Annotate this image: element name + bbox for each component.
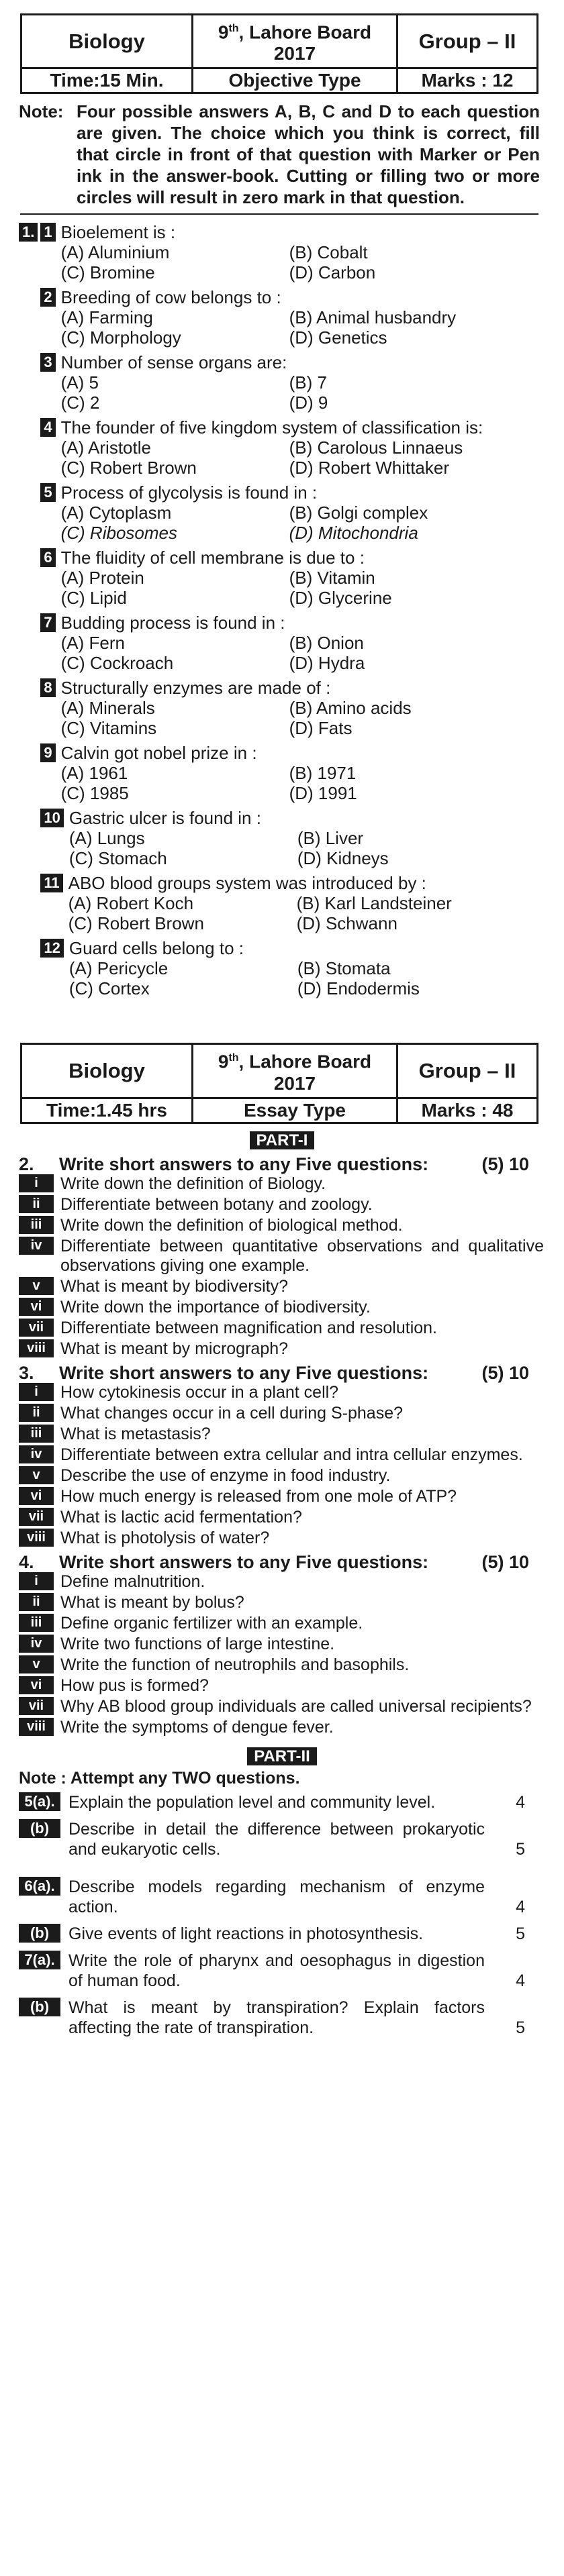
mcq-option-c: (C) 2 — [60, 393, 100, 413]
subject-cell: Biology — [21, 15, 193, 68]
mcq-option-b: (B) Amino acids — [289, 698, 412, 719]
short-question-heading — [19, 1154, 545, 1174]
short-question-item — [19, 1404, 545, 1423]
item-numeral: i — [19, 1383, 54, 1401]
mcq-option-d: (D) Glycerine — [289, 588, 392, 609]
item-text: What changes occur in a cell during S-phase? — [60, 1403, 404, 1423]
mcq-number: 2 — [40, 288, 55, 307]
mcq-option-c: (C) Cockroach — [60, 653, 174, 674]
time-cell: Time:1.45 hrs — [21, 1098, 193, 1123]
short-question-item — [19, 1298, 545, 1317]
mcq-section — [19, 223, 543, 1004]
short-question-item — [19, 1216, 545, 1235]
mcq-option-a: (A) Minerals — [60, 698, 155, 719]
mcq-option-c: (C) 1985 — [60, 783, 129, 804]
long-question-number: 5(a). — [19, 1792, 60, 1811]
mcq-number: 9 — [40, 743, 55, 762]
mcq-number: 1 — [40, 223, 55, 242]
time-cell: Time:15 Min. — [21, 68, 193, 93]
short-question-item — [19, 1339, 545, 1359]
item-numeral: iv — [19, 1445, 54, 1463]
short-question-item — [19, 1508, 545, 1527]
board-cell — [193, 1044, 397, 1098]
mcq-option-c: (C) Lipid — [60, 588, 127, 609]
long-question-marks: 4 — [516, 1792, 525, 1812]
mcq-question: Bioelement is : — [60, 222, 176, 243]
note-text: Four possible answers A, B, C and D to each question are given. The choice which you think is correct, fill that circle in front of that question with Marker or Pen ink in the answer-book. Cutting or filling two or more circles will result in zero mark in that question. — [77, 101, 540, 208]
group-cell: Group – II — [397, 1044, 538, 1098]
objective-note — [19, 101, 545, 208]
long-question — [19, 1877, 545, 1917]
item-numeral: i — [19, 1174, 54, 1192]
long-question — [19, 1792, 545, 1812]
mcq-body — [61, 548, 524, 608]
long-question-number: (b) — [19, 1819, 60, 1838]
mcq-option-a: (A) Aristotle — [60, 437, 151, 458]
short-question-item — [19, 1572, 545, 1592]
mcq-question: Process of glycolysis is found in : — [60, 482, 318, 503]
item-numeral: vi — [19, 1487, 54, 1505]
mcq-options — [61, 437, 524, 478]
mcq-options — [61, 763, 524, 803]
mcq-options — [61, 242, 524, 282]
item-text: Define organic fertilizer with an example. — [60, 1613, 363, 1633]
item-text: Write down the definition of biological method. — [60, 1215, 403, 1235]
item-numeral: vii — [19, 1319, 54, 1337]
mcq-number: 11 — [40, 874, 62, 892]
short-question-instruction: Write short answers to any Five questions: — [59, 1551, 429, 1572]
board-name: , Lahore Board — [238, 1051, 372, 1072]
mcq-option-d: (D) 9 — [289, 393, 328, 413]
type-cell: Objective Type — [193, 68, 397, 93]
short-question-item — [19, 1718, 545, 1737]
item-text: What is meant by biodiversity? — [60, 1276, 289, 1296]
long-question-number: 7(a). — [19, 1951, 60, 1969]
mcq-option-b: (B) Animal husbandry — [289, 307, 457, 328]
mcq-option-c: (C) Stomach — [68, 848, 167, 869]
board-cell — [193, 15, 397, 68]
mcq-item — [40, 613, 530, 673]
mcq-option-b: (B) Onion — [289, 633, 364, 654]
board-year: 2017 — [273, 43, 316, 64]
mcq-option-d: (D) Fats — [289, 718, 352, 739]
mcq-item — [40, 743, 530, 803]
board-year: 2017 — [273, 1072, 316, 1094]
mcq-body — [61, 743, 524, 803]
short-question-item — [19, 1529, 545, 1548]
long-question-marks: 4 — [516, 1897, 525, 1916]
long-question — [19, 1924, 545, 1944]
long-question-number: (b) — [19, 1924, 60, 1943]
mcq-question: Guard cells belong to : — [68, 938, 244, 959]
long-question-text: Describe in detail the difference between prokaryotic and eukaryotic cells. — [68, 1819, 485, 1859]
mcq-item — [40, 678, 530, 738]
mcq-option-d: (D) Mitochondria — [289, 523, 418, 544]
item-text: Write the function of neutrophils and basophils. — [60, 1655, 410, 1674]
mcq-item — [40, 483, 530, 543]
short-question-heading — [19, 1552, 545, 1572]
mcq-options — [69, 958, 531, 998]
divider — [20, 213, 538, 215]
item-numeral: vi — [19, 1298, 54, 1316]
part1-label: PART-I — [250, 1131, 315, 1149]
item-text: What is meant by micrograph? — [60, 1339, 289, 1358]
short-question-item — [19, 1487, 545, 1506]
long-question-marks: 5 — [516, 2018, 525, 2037]
mcq-option-c: (C) Cortex — [68, 978, 150, 999]
short-question-item — [19, 1445, 545, 1465]
item-text: Why AB blood group individuals are called universal recipients? — [60, 1696, 532, 1716]
board-grade-suffix: th — [228, 23, 239, 34]
item-text: Write two functions of large intestine. — [60, 1634, 335, 1653]
item-numeral: vii — [19, 1508, 54, 1526]
mcq-number: 3 — [40, 353, 55, 372]
item-numeral: ii — [19, 1593, 54, 1611]
item-numeral: iii — [19, 1614, 54, 1632]
short-question-item — [19, 1593, 545, 1612]
mcq-options — [69, 828, 531, 868]
mcq-option-d: (D) Endodermis — [297, 978, 420, 999]
short-question-item — [19, 1425, 545, 1444]
item-numeral: iii — [19, 1216, 54, 1234]
item-numeral: i — [19, 1572, 54, 1590]
item-text: How much energy is released from one mole of ATP? — [60, 1486, 457, 1506]
item-text: Differentiate between quantitative observations and qualitative observations giving one example. — [60, 1236, 544, 1275]
short-question-marks: (5) 10 — [481, 1551, 529, 1572]
short-question-item — [19, 1277, 545, 1296]
long-question — [19, 1819, 545, 1859]
item-text: Differentiate between botany and zoology. — [60, 1194, 373, 1214]
short-question-marks: (5) 10 — [481, 1153, 529, 1174]
mcq-item — [40, 223, 530, 282]
mcq-item — [40, 809, 530, 868]
item-text: Write down the definition of Biology. — [60, 1174, 326, 1193]
item-text: What is metastasis? — [60, 1424, 211, 1443]
board-grade: 9 — [218, 21, 229, 43]
mcq-option-b: (B) Vitamin — [289, 568, 375, 588]
part2-label: PART-II — [247, 1747, 317, 1765]
group-cell: Group – II — [397, 15, 538, 68]
short-questions — [19, 1154, 545, 1737]
item-numeral: iv — [19, 1237, 54, 1255]
mcq-option-c: (C) Ribosomes — [60, 523, 177, 544]
short-question-item — [19, 1383, 545, 1402]
mcq-option-c: (C) Morphology — [60, 327, 181, 348]
mcq-options — [61, 307, 524, 348]
short-question-instruction: Write short answers to any Five questions: — [59, 1153, 429, 1174]
board-grade: 9 — [218, 1051, 229, 1072]
marks-cell: Marks : 12 — [397, 68, 538, 93]
mcq-option-b: (B) 7 — [289, 372, 327, 393]
item-numeral: viii — [19, 1718, 54, 1736]
long-question-text: Give events of light reactions in photosynthesis. — [68, 1924, 424, 1943]
long-question-marks: 4 — [516, 1971, 525, 1990]
mcq-body — [69, 939, 531, 998]
mcq-option-a: (A) Lungs — [68, 828, 145, 849]
item-numeral: viii — [19, 1529, 54, 1547]
mcq-option-b: (B) Cobalt — [289, 242, 368, 263]
item-numeral: ii — [19, 1404, 54, 1422]
long-question-marks: 5 — [516, 1924, 525, 1943]
item-numeral: viii — [19, 1339, 54, 1357]
mcq-options — [61, 698, 524, 738]
mcq-option-d: (D) Carbon — [289, 262, 376, 283]
objective-header-table — [20, 13, 538, 94]
item-numeral: iii — [19, 1425, 54, 1443]
short-question-item — [19, 1237, 545, 1276]
mcq-question: Number of sense organs are: — [60, 352, 287, 373]
mcq-question: The fluidity of cell membrane is due to : — [60, 548, 365, 568]
short-question-item — [19, 1319, 545, 1338]
mcq-list — [40, 223, 530, 1004]
mcq-body — [61, 223, 524, 282]
note-label: Note: — [19, 101, 64, 122]
mcq-option-b: (B) Liver — [297, 828, 364, 849]
item-numeral: v — [19, 1655, 54, 1673]
mcq-question: Budding process is found in : — [60, 613, 285, 633]
marks-cell: Marks : 48 — [397, 1098, 538, 1123]
mcq-body — [61, 483, 524, 543]
short-question-item — [19, 1195, 545, 1215]
mcq-question: Gastric ulcer is found in : — [68, 808, 261, 829]
mcq-number: 10 — [40, 809, 63, 827]
mcq-option-a: (A) 5 — [60, 372, 99, 393]
mcq-number: 5 — [40, 483, 55, 502]
essay-header-table — [20, 1043, 538, 1123]
short-question-number: 4. — [19, 1551, 34, 1572]
long-question-number: 6(a). — [19, 1877, 60, 1896]
short-question-item — [19, 1655, 545, 1675]
mcq-option-a: (A) Protein — [60, 568, 144, 588]
item-text: What is meant by bolus? — [60, 1592, 244, 1612]
short-question-item — [19, 1697, 545, 1716]
mcq-options — [68, 893, 531, 933]
short-question-heading — [19, 1363, 545, 1383]
item-numeral: iv — [19, 1635, 54, 1653]
mcq-body — [61, 418, 524, 478]
mcq-options — [61, 633, 524, 673]
part1-title — [19, 1129, 545, 1150]
mcq-body — [68, 874, 531, 933]
mcq-body — [61, 613, 524, 673]
item-numeral: ii — [19, 1195, 54, 1213]
mcq-question: ABO blood groups system was introduced by : — [68, 873, 426, 894]
mcq-body — [61, 353, 524, 413]
long-question — [19, 1951, 545, 1991]
item-text: Define malnutrition. — [60, 1572, 205, 1591]
long-questions — [19, 1792, 545, 2038]
short-question-number: 2. — [19, 1153, 34, 1174]
mcq-item — [40, 548, 530, 608]
item-numeral: vi — [19, 1676, 54, 1694]
short-question-item — [19, 1614, 545, 1633]
mcq-body — [61, 678, 524, 738]
mcq-options — [61, 568, 524, 608]
short-question-marks: (5) 10 — [481, 1362, 529, 1383]
item-text: Describe the use of enzyme in food industry. — [60, 1465, 391, 1485]
mcq-option-a: (A) Pericycle — [68, 958, 169, 979]
mcq-option-a: (A) Fern — [60, 633, 125, 654]
mcq-option-a: (A) Robert Koch — [68, 893, 194, 914]
long-question-text: Explain the population level and community level. — [68, 1792, 436, 1812]
item-text: What is lactic acid fermentation? — [60, 1507, 302, 1527]
mcq-options — [61, 503, 524, 543]
board-grade-suffix: th — [228, 1052, 239, 1064]
item-text: Write the symptoms of dengue fever. — [60, 1717, 334, 1737]
part2-title — [19, 1745, 545, 1766]
mcq-number: 6 — [40, 548, 55, 567]
mcq-option-c: (C) Vitamins — [60, 718, 157, 739]
item-text: Differentiate between magnification and resolution. — [60, 1318, 437, 1337]
long-question-text: What is meant by transpiration? Explain factors affecting the rate of transpiration. — [68, 1998, 485, 2037]
mcq-option-a: (A) 1961 — [60, 763, 128, 784]
mcq-option-d: (D) Schwann — [296, 913, 397, 934]
long-question-marks: 5 — [516, 1839, 525, 1859]
mcq-number: 7 — [40, 613, 55, 632]
mcq-option-b: (B) Carolous Linnaeus — [289, 437, 463, 458]
subject-cell: Biology — [21, 1044, 193, 1098]
mcq-option-a: (A) Aluminium — [60, 242, 170, 263]
mcq-item — [40, 874, 530, 933]
item-numeral: v — [19, 1277, 54, 1295]
mcq-option-d: (D) Kidneys — [297, 848, 389, 869]
item-text: Differentiate between extra cellular and intra cellular enzymes. — [60, 1445, 523, 1464]
mcq-option-b: (B) 1971 — [289, 763, 357, 784]
mcq-item — [40, 353, 530, 413]
mcq-option-d: (D) Genetics — [289, 327, 387, 348]
item-text: Write down the importance of biodiversity. — [60, 1297, 371, 1317]
mcq-option-b: (B) Stomata — [297, 958, 391, 979]
mcq-body — [69, 809, 531, 868]
long-question-text: Write the role of pharynx and oesophagus in digestion of human food. — [68, 1951, 485, 1990]
long-question-text: Describe models regarding mechanism of enzyme action. — [68, 1877, 485, 1916]
mcq-question: Structurally enzymes are made of : — [60, 678, 331, 699]
mcq-number: 12 — [40, 939, 63, 958]
short-question-item — [19, 1466, 545, 1486]
board-name: , Lahore Board — [238, 21, 372, 43]
mcq-option-a: (A) Farming — [60, 307, 153, 328]
mcq-option-d: (D) Hydra — [289, 653, 365, 674]
mcq-item — [40, 418, 530, 478]
mcq-option-a: (A) Cytoplasm — [60, 503, 172, 523]
mcq-option-d: (D) 1991 — [289, 783, 357, 804]
main-question-number: 1. — [19, 223, 38, 242]
mcq-item — [40, 288, 530, 348]
attempt-note: Note : Attempt any TWO questions. — [19, 1768, 300, 1788]
long-question-number: (b) — [19, 1998, 60, 2016]
long-question — [19, 1998, 545, 2038]
mcq-question: The founder of five kingdom system of classification is: — [60, 417, 483, 438]
short-question-item — [19, 1635, 545, 1654]
mcq-question: Breeding of cow belongs to : — [60, 287, 281, 308]
mcq-option-c: (C) Robert Brown — [60, 458, 197, 478]
mcq-question: Calvin got nobel prize in : — [60, 743, 257, 764]
item-numeral: v — [19, 1466, 54, 1484]
item-text: What is photolysis of water? — [60, 1528, 270, 1547]
mcq-option-c: (C) Robert Brown — [68, 913, 204, 934]
mcq-option-d: (D) Robert Whittaker — [289, 458, 449, 478]
mcq-option-b: (B) Golgi complex — [289, 503, 428, 523]
type-cell: Essay Type — [193, 1098, 397, 1123]
short-question-item — [19, 1676, 545, 1696]
short-question-instruction: Write short answers to any Five questions: — [59, 1362, 429, 1383]
mcq-number: 4 — [40, 418, 55, 437]
short-question-number: 3. — [19, 1362, 34, 1383]
item-text: How cytokinesis occur in a plant cell? — [60, 1382, 339, 1402]
mcq-number: 8 — [40, 678, 55, 697]
mcq-option-c: (C) Bromine — [60, 262, 155, 283]
mcq-item — [40, 939, 530, 998]
item-text: How pus is formed? — [60, 1676, 209, 1695]
item-numeral: vii — [19, 1697, 54, 1715]
mcq-option-b: (B) Karl Landsteiner — [296, 893, 452, 914]
mcq-options — [61, 372, 524, 413]
mcq-body — [61, 288, 524, 348]
short-question-item — [19, 1174, 545, 1194]
